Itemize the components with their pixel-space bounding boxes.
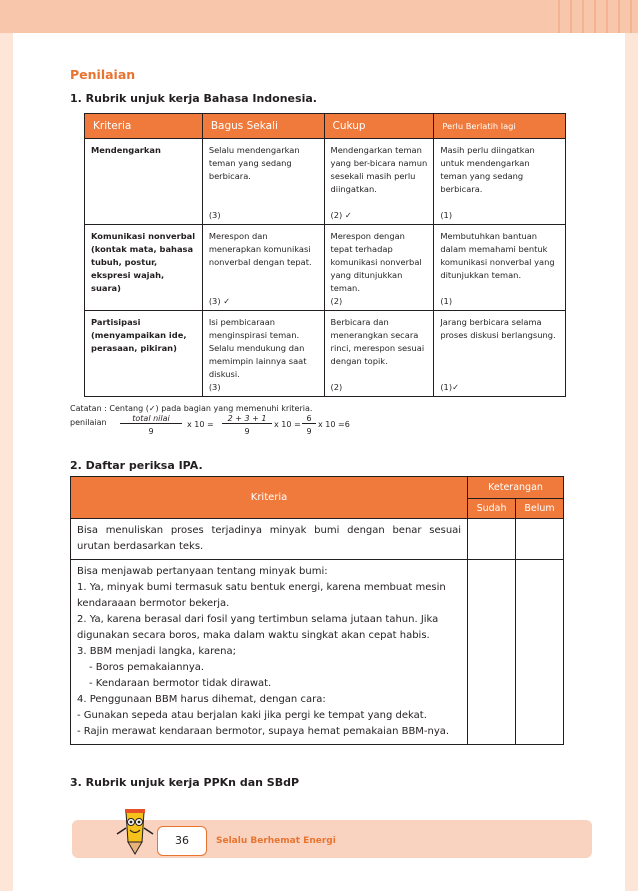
table-row: [85, 139, 566, 225]
list-item: - Gunakan sepeda atau berjalan kaki jika pergi ke tempat yang dekat.: [77, 710, 427, 721]
belum-checkbox[interactable]: [516, 560, 564, 745]
header-keterangan: Keterangan: [468, 477, 564, 499]
rubric-cell: [202, 139, 324, 225]
formula-num3: 6: [302, 414, 316, 424]
rubric-cell: [324, 311, 434, 397]
criteria-cell: [71, 560, 468, 745]
rubric-cell: [324, 225, 434, 311]
criteria-cell: Bisa menuliskan proses terjadinya minyak bumi dengan benar sesuai urutan berdasarkan teks.: [71, 519, 468, 560]
belum-checkbox[interactable]: [516, 519, 564, 560]
rubric1-note: Catatan : Centang (✓) pada bagian yang memenuhi kriteria.: [70, 404, 313, 413]
formula-den3: 9: [306, 427, 312, 436]
list-item: 1. Ya, minyak bumi termasuk satu bentuk energi, karena membuat mesin kendaraaan bermotor bekerja.: [77, 582, 446, 609]
sudah-checkbox[interactable]: [468, 519, 516, 560]
rubric1-header-row: [85, 114, 566, 139]
formula-times1: x 10 =: [187, 420, 214, 429]
header-bagus-sekali: Bagus Sekali: [202, 114, 324, 139]
page-number: 36: [157, 826, 207, 856]
section-title: Penilaian: [70, 67, 136, 82]
rubric3-heading: 3. Rubrik unjuk kerja PPKn dan SBdP: [70, 776, 300, 789]
header-belum: Belum: [516, 499, 564, 519]
list-item: - Boros pemakaiannya.: [89, 662, 205, 673]
cell-text: Isi pembicaraan menginspirasi teman. Selalu mendukung dan memimpin lainnya saat diskusi.: [208, 317, 307, 379]
pencil-mascot-icon: [112, 806, 157, 856]
score: (3): [208, 210, 221, 220]
checklist-heading: 2. Daftar periksa IPA.: [70, 459, 203, 472]
formula-result: x 10 =6: [318, 420, 350, 429]
list-item: - Kendaraan bermotor tidak dirawat.: [89, 678, 272, 689]
score: (2): [330, 296, 343, 306]
criteria-cell: Mendengarkan: [85, 139, 203, 225]
sudah-checkbox[interactable]: [468, 560, 516, 745]
formula-numerator: total nilai: [120, 414, 182, 424]
score: (3): [208, 382, 221, 392]
table-row: [71, 519, 564, 560]
cell-text: Jarang berbicara selama proses diskusi berlangsung.: [440, 317, 556, 340]
score: (2): [330, 382, 343, 392]
cell-text: Berbicara dan menerangkan secara rinci, merespon sesuai dengan topik.: [330, 317, 425, 366]
score: (1): [440, 210, 453, 220]
rubric-cell: [434, 311, 566, 397]
table-row: [85, 225, 566, 311]
top-band: [0, 0, 638, 33]
header-sudah: Sudah: [468, 499, 516, 519]
formula-num2: 2 + 3 + 1: [222, 414, 272, 424]
formula-prefix: penilaian: [70, 418, 107, 427]
header-kriteria: Kriteria: [85, 114, 203, 139]
rubric-cell: [202, 225, 324, 311]
cell-text: Merespon dan menerapkan komunikasi nonverbal dengan tepat.: [208, 231, 312, 267]
cell-text: Mendengarkan teman yang ber-bicara namun sesekali masih perlu diingatkan.: [330, 145, 428, 194]
formula-times2: x 10 =: [274, 420, 301, 429]
checklist-header-row: [71, 477, 564, 499]
list-item: 3. BBM menjadi langka, karena;: [77, 646, 237, 657]
criteria-cell: Komunikasi nonverbal (kontak mata, bahasa tubuh, postur, ekspresi wajah, suara): [85, 225, 203, 311]
list-item: 4. Penggunaan BBM harus dihemat, dengan cara:: [77, 694, 326, 705]
header-cukup: Cukup: [324, 114, 434, 139]
footer-title: Selalu Berhemat Energi: [216, 836, 336, 846]
header-perlu-berlatih: Perlu Berlatih lagi: [434, 114, 566, 139]
table-row: [71, 560, 564, 745]
rubric-cell: [434, 139, 566, 225]
header-kriteria: Kriteria: [71, 477, 468, 519]
rubric1-table: [84, 113, 566, 397]
score: (2) ✓: [330, 210, 352, 220]
formula-denominator: 9: [148, 427, 154, 436]
cell-text: Masih perlu diingatkan untuk mendengarkan teman yang sedang berbicara.: [440, 145, 535, 194]
rubric-cell: [202, 311, 324, 397]
rubric1-heading: 1. Rubrik unjuk kerja Bahasa Indonesia.: [70, 92, 317, 105]
answer-list: [77, 580, 461, 740]
score: (1): [440, 296, 453, 306]
cell-text: Merespon dengan tepat terhadap komunikasi nonverbal yang ditunjukkan teman.: [330, 231, 422, 293]
score: (1)✓: [440, 382, 460, 392]
row2-intro: Bisa menjawab pertanyaan tentang minyak bumi:: [77, 566, 328, 577]
criteria-cell: Partisipasi (menyampaikan ide, perasaan, pikiran): [85, 311, 203, 397]
list-item: 2. Ya, karena berasal dari fosil yang tertimbun selama jutaan tahun. Jika digunakan secara boros, maka dalam waktu singkat akan cepat habis.: [77, 614, 439, 641]
table-row: [85, 311, 566, 397]
cell-text: Membutuhkan bantuan dalam memahami bentuk komunikasi nonverbal yang ditunjukkan teman.: [440, 231, 555, 280]
score: (3) ✓: [208, 296, 231, 306]
rubric-cell: [324, 139, 434, 225]
rubric-cell: [434, 225, 566, 311]
list-item: - Rajin merawat kendaraan bermotor, supaya hemat pemakaian BBM-nya.: [77, 726, 450, 737]
checklist-table: [70, 476, 564, 745]
top-stripes: [548, 0, 638, 33]
formula-den2: 9: [244, 427, 250, 436]
cell-text: Selalu mendengarkan teman yang sedang berbicara.: [208, 145, 300, 181]
